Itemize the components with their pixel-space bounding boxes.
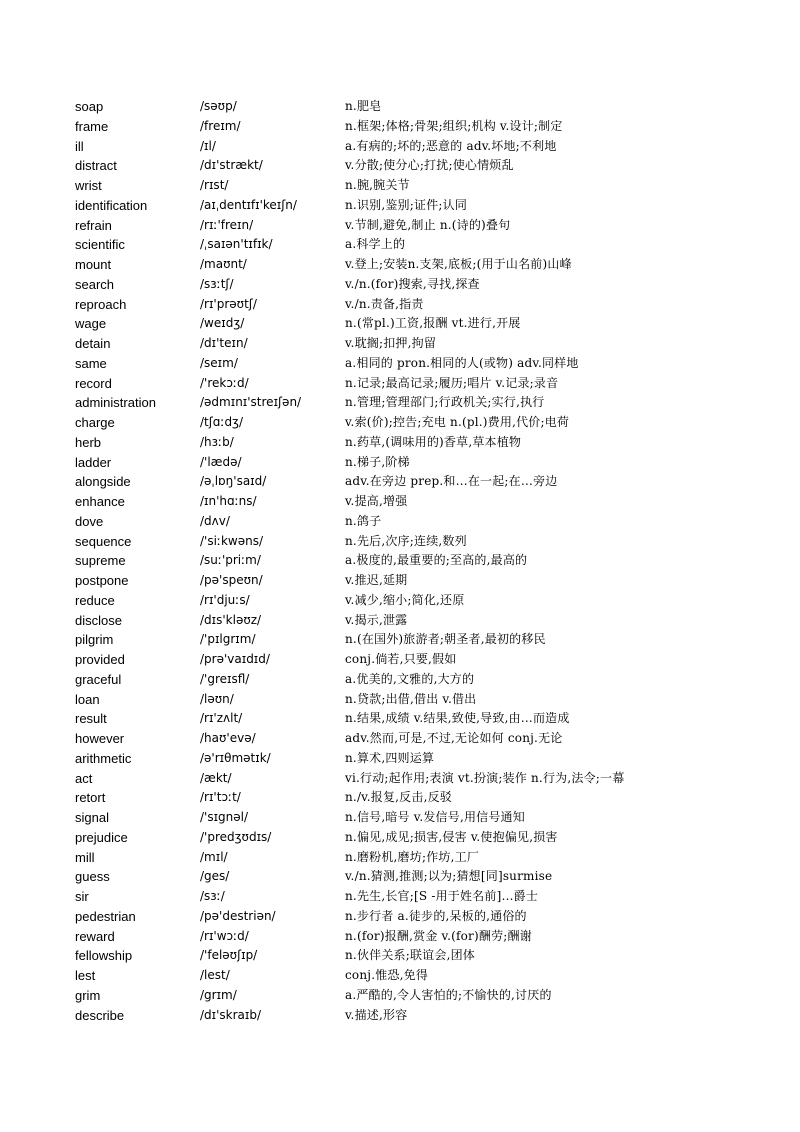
vocab-phonetic: /rɪst/	[200, 178, 229, 192]
vocab-word: prejudice	[75, 829, 128, 845]
vocab-word: mill	[75, 849, 95, 865]
vocab-definition: v.提高,增强	[345, 494, 408, 508]
vocab-word: charge	[75, 415, 115, 430]
vocab-definition: n.结果,成绩 v.结果,致使,导致,由…而造成	[345, 711, 570, 726]
vocab-word: sequence	[75, 533, 132, 549]
vocab-phonetic: /dɪs'kləʊz/	[200, 612, 262, 627]
vocab-row	[75, 117, 735, 137]
vocab-definition: v.减少,缩小;简化,还原	[345, 592, 465, 607]
vocab-definition: n./v.报复,反击,反驳	[345, 790, 452, 805]
vocab-word: enhance	[75, 494, 125, 509]
vocab-row	[75, 769, 735, 789]
vocab-row	[75, 413, 735, 433]
vocab-row	[75, 216, 735, 236]
vocab-word: reduce	[75, 592, 115, 608]
vocab-phonetic: /'siːkwəns/	[200, 533, 264, 548]
vocab-row	[75, 551, 735, 571]
vocab-phonetic: /ɪn'hɑːns/	[200, 494, 257, 508]
vocab-row	[75, 729, 735, 749]
vocab-definition: n.信号,暗号 v.发信号,用信号通知	[345, 810, 525, 824]
vocab-word: pilgrim	[75, 632, 114, 648]
vocab-word: grim	[75, 987, 101, 1003]
vocab-definition: v.分散;使分心;打扰;使心情烦乱	[345, 158, 514, 173]
vocab-row	[75, 887, 735, 907]
vocab-word: disclose	[75, 612, 122, 628]
vocab-word: arithmetic	[75, 750, 132, 766]
vocab-definition: n.识别,鉴别;证件;认同	[345, 197, 468, 212]
vocab-word: herb	[75, 434, 102, 450]
vocab-row	[75, 374, 735, 394]
vocab-row	[75, 255, 735, 275]
vocab-row	[75, 1006, 735, 1026]
vocab-definition: n.先后,次序;连续,数列	[345, 533, 467, 548]
vocabulary-list	[75, 97, 735, 1025]
vocab-row	[75, 571, 735, 591]
vocab-row	[75, 611, 735, 631]
vocab-definition: v.推迟,延期	[345, 573, 408, 587]
vocab-word: describe	[75, 1007, 125, 1023]
vocab-definition: n.腕,腕关节	[345, 178, 410, 192]
vocab-phonetic: /ˌsaɪən'tɪfɪk/	[200, 237, 273, 252]
vocab-row	[75, 512, 735, 532]
vocab-word: soap	[75, 99, 104, 114]
vocab-definition: a.科学上的	[345, 237, 406, 252]
vocab-phonetic: /suː'priːm/	[200, 553, 261, 568]
vocab-definition: n.肥皂	[345, 99, 382, 113]
vocab-row	[75, 828, 735, 848]
vocab-row	[75, 709, 735, 729]
vocab-row	[75, 275, 735, 295]
vocab-word: record	[75, 375, 112, 391]
vocab-word: wage	[75, 316, 107, 332]
vocab-phonetic: /'lædə/	[200, 454, 242, 469]
vocab-phonetic: /rɪ'djuːs/	[200, 592, 250, 607]
vocab-row	[75, 670, 735, 690]
vocab-definition: v./n.猜测,推测;以为;猜想[同]surmise	[345, 869, 553, 884]
vocab-definition: v.节制,避免,制止 n.(诗的)叠句	[345, 217, 511, 232]
vocab-definition: v.登上;安装n.支架,底板;(用于山名前)山峰	[345, 257, 572, 271]
vocab-definition: n.管理;管理部门;行政机关;实行,执行	[345, 395, 545, 410]
vocab-word: lest	[75, 968, 96, 983]
vocab-word: graceful	[75, 671, 122, 687]
vocab-row	[75, 808, 735, 828]
vocab-definition: n.鸽子	[345, 513, 382, 528]
vocab-definition: a.优美的,文雅的,大方的	[345, 671, 475, 686]
vocab-phonetic: /grɪm/	[200, 987, 237, 1002]
vocab-word: mount	[75, 257, 112, 272]
vocab-phonetic: /hɜːb/	[200, 434, 234, 449]
vocab-row	[75, 690, 735, 710]
vocab-phonetic: /aɪˌdentɪfɪ'keɪʃn/	[200, 197, 297, 212]
vocab-row	[75, 156, 735, 176]
vocab-word: however	[75, 731, 125, 746]
vocab-phonetic: /rɪ'zʌlt/	[200, 711, 243, 726]
vocab-phonetic: /haʊ'evə/	[200, 731, 256, 745]
vocab-row	[75, 946, 735, 966]
vocab-word: loan	[75, 691, 100, 707]
vocab-row	[75, 433, 735, 453]
vocab-phonetic: /pə'speʊn/	[200, 573, 263, 587]
vocab-row	[75, 532, 735, 552]
vocab-definition: adv.然而,可是,不过,无论如何 conj.无论	[345, 731, 563, 745]
vocab-word: ill	[75, 138, 84, 154]
vocab-definition: v.揭示,泄露	[345, 612, 408, 627]
vocab-phonetic: /ə'rɪθmətɪk/	[200, 750, 271, 765]
vocab-definition: n.先生,长官;[S -用于姓名前]…爵士	[345, 889, 539, 903]
vocab-word: same	[75, 355, 107, 371]
vocab-phonetic: /pə'destriən/	[200, 908, 276, 923]
vocab-row	[75, 591, 735, 611]
vocab-definition: a.相同的 pron.相同的人(或物) adv.同样地	[345, 355, 579, 370]
vocab-definition: a.严酷的,令人害怕的;不愉快的,讨厌的	[345, 987, 552, 1002]
vocab-row	[75, 314, 735, 334]
vocab-phonetic: /prə'vaɪdɪd/	[200, 652, 270, 666]
vocab-phonetic: /seɪm/	[200, 355, 238, 370]
vocab-word: scientific	[75, 237, 125, 253]
vocab-definition: a.有病的;坏的;恶意的 adv.坏地;不利地	[345, 138, 557, 153]
vocab-definition: n.步行者 a.徒步的,呆板的,通俗的	[345, 908, 527, 923]
vocab-phonetic: /lest/	[200, 968, 230, 982]
vocab-word: identification	[75, 197, 148, 213]
vocab-definition: a.极度的,最重要的;至高的,最高的	[345, 553, 528, 568]
vocab-phonetic: /dɪ'skraɪb/	[200, 1007, 262, 1022]
vocab-phonetic: /rɪː'freɪn/	[200, 217, 254, 232]
vocab-definition: n.记录;最高记录;履历;唱片 v.记录;录音	[345, 375, 559, 390]
vocab-word: wrist	[75, 178, 102, 193]
vocab-row	[75, 492, 735, 512]
vocab-row	[75, 927, 735, 947]
vocab-phonetic: /ges/	[200, 869, 230, 884]
vocab-phonetic: /rɪ'tɔːt/	[200, 790, 241, 805]
vocab-phonetic: /'sɪgnəl/	[200, 810, 249, 824]
vocab-definition: n.(for)报酬,赏金 v.(for)酬劳;酬谢	[345, 928, 532, 943]
vocab-phonetic: /rɪ'prəʊtʃ/	[200, 296, 257, 311]
vocab-phonetic: /ləʊn/	[200, 691, 234, 706]
vocab-word: reproach	[75, 296, 127, 312]
vocab-phonetic: /mɪl/	[200, 849, 228, 864]
vocab-word: dove	[75, 513, 104, 529]
vocab-definition: n.算术,四则运算	[345, 750, 435, 765]
vocab-definition: v.描述,形容	[345, 1007, 408, 1022]
vocab-definition: v./n.责备,指责	[345, 296, 424, 311]
vocab-phonetic: /sɜː/	[200, 889, 225, 903]
vocab-definition: v.索(价);控告;充电 n.(pl.)费用,代价;电荷	[345, 415, 570, 429]
vocab-word: detain	[75, 336, 111, 351]
vocab-definition: n.框架;体格;骨架;组织;机构 v.设计;制定	[345, 118, 563, 133]
vocab-definition: v./n.(for)搜索,寻找,探查	[345, 276, 480, 291]
vocab-word: administration	[75, 395, 156, 411]
vocab-phonetic: /'pɪlgrɪm/	[200, 632, 256, 647]
vocab-definition: n.贷款;出借,借出 v.借出	[345, 691, 477, 706]
vocab-phonetic: /əˌlɒŋ'saɪd/	[200, 474, 267, 489]
vocab-phonetic: /dɪ'teɪn/	[200, 336, 248, 350]
vocab-word: reward	[75, 928, 115, 944]
vocab-definition: n.(在国外)旅游者;朝圣者,最初的移民	[345, 632, 546, 647]
vocab-word: sir	[75, 889, 89, 904]
vocab-phonetic: /weɪdʒ/	[200, 316, 245, 331]
vocab-row	[75, 453, 735, 473]
vocab-phonetic: /maʊnt/	[200, 257, 247, 271]
vocab-definition: n.梯子,阶梯	[345, 454, 410, 469]
vocab-phonetic: /rɪ'wɔːd/	[200, 928, 249, 943]
vocab-definition: vi.行动;起作用;表演 vt.扮演;装作 n.行为,法令;一幕	[345, 770, 625, 785]
vocab-word: refrain	[75, 217, 112, 233]
vocab-word: frame	[75, 118, 109, 134]
vocab-word: retort	[75, 790, 106, 806]
vocab-row	[75, 630, 735, 650]
vocab-word: search	[75, 276, 115, 292]
vocab-definition: n.偏见,成见;损害,侵害 v.使抱偏见,损害	[345, 829, 558, 844]
vocab-row	[75, 472, 735, 492]
vocab-row	[75, 848, 735, 868]
vocab-word: fellowship	[75, 948, 133, 964]
vocab-row	[75, 334, 735, 354]
vocab-row	[75, 966, 735, 986]
vocab-phonetic: /ədmɪnɪ'streɪʃən/	[200, 395, 302, 410]
vocab-word: guess	[75, 869, 110, 885]
vocab-definition: n.(常pl.)工资,报酬 vt.进行,开展	[345, 316, 521, 331]
vocab-row	[75, 749, 735, 769]
vocab-phonetic: /'feləʊʃɪp/	[200, 948, 258, 963]
vocab-word: pedestrian	[75, 908, 136, 924]
vocab-phonetic: /ɪl/	[200, 138, 216, 153]
vocab-word: distract	[75, 158, 117, 174]
vocab-definition: v.耽搁;扣押,拘留	[345, 336, 437, 350]
vocab-row	[75, 235, 735, 255]
vocab-row	[75, 176, 735, 196]
vocab-row	[75, 650, 735, 670]
vocab-row	[75, 788, 735, 808]
vocab-definition: n.磨粉机,磨坊;作坊,工厂	[345, 849, 480, 864]
vocab-row	[75, 867, 735, 887]
vocab-definition: conj.惟恐,免得	[345, 968, 429, 982]
vocab-word: supreme	[75, 553, 126, 569]
vocab-row	[75, 907, 735, 927]
vocab-phonetic: /tʃɑːdʒ/	[200, 415, 244, 429]
vocab-row	[75, 97, 735, 117]
vocab-row	[75, 986, 735, 1006]
vocab-row	[75, 354, 735, 374]
vocab-definition: n.药草,(调味用的)香草,草本植物	[345, 434, 522, 449]
vocab-definition: n.伙伴关系;联谊会,团体	[345, 948, 476, 963]
vocab-row	[75, 295, 735, 315]
vocab-word: signal	[75, 810, 109, 825]
vocab-word: ladder	[75, 454, 112, 470]
vocab-definition: conj.倘若,只要,假如	[345, 652, 457, 666]
vocab-word: alongside	[75, 474, 131, 490]
vocab-definition: adv.在旁边 prep.和…在一起;在…旁边	[345, 474, 558, 489]
vocab-phonetic: /dɪ'strækt/	[200, 158, 263, 173]
vocab-row	[75, 196, 735, 216]
vocab-row	[75, 137, 735, 157]
vocab-phonetic: /səʊp/	[200, 99, 237, 113]
vocab-phonetic: /dʌv/	[200, 513, 230, 528]
vocab-phonetic: /'rekɔːd/	[200, 375, 249, 390]
vocab-phonetic: /ækt/	[200, 770, 232, 785]
vocab-word: provided	[75, 652, 125, 667]
vocab-phonetic: /'predʒʊdɪs/	[200, 829, 272, 844]
vocab-row	[75, 393, 735, 413]
vocab-word: postpone	[75, 573, 129, 588]
vocab-word: result	[75, 711, 107, 727]
vocab-phonetic: /sɜːtʃ/	[200, 276, 234, 291]
vocab-phonetic: /'greɪsfl/	[200, 671, 250, 686]
vocab-word: act	[75, 770, 93, 786]
vocab-phonetic: /freɪm/	[200, 118, 241, 133]
